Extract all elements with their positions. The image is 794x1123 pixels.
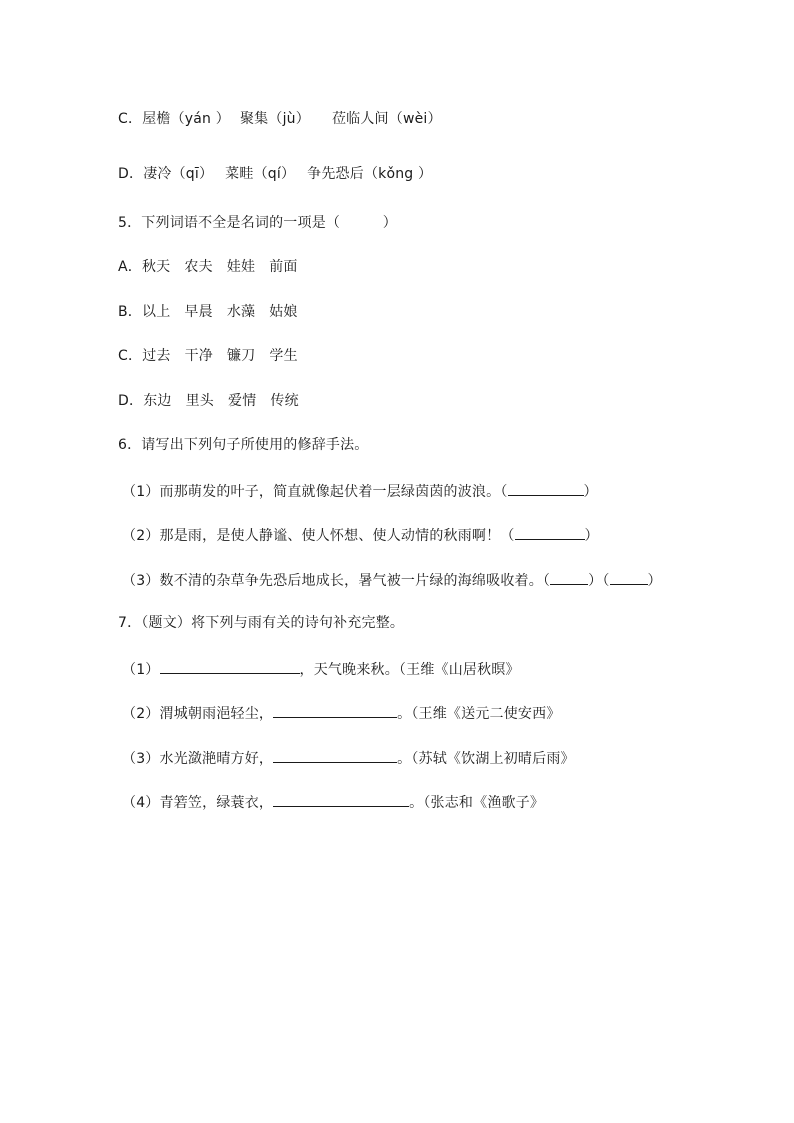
word: 前面 <box>269 259 298 275</box>
option-label: C． <box>118 111 143 127</box>
option-label: C． <box>118 348 143 364</box>
word: 秋天 <box>141 259 171 275</box>
item-end: ） <box>647 573 662 589</box>
item-number: （1） <box>122 662 160 678</box>
item-text: 那是雨，是使人静谧、使人怀想、使人动情的秋雨啊！（ <box>159 528 515 544</box>
option-item: 菜畦（qí） <box>225 166 296 182</box>
word: 里头 <box>185 393 214 409</box>
option-item: 聚集（jù） <box>239 111 310 127</box>
q7-item-4 <box>122 792 544 812</box>
q5-stem: 5．下列词语不全是名词的一项是（ ） <box>118 215 397 231</box>
item-number: （3） <box>122 751 160 767</box>
q5-option-d <box>118 392 299 410</box>
answer-blank[interactable] <box>273 703 397 718</box>
item-mid: ）（ <box>588 573 610 589</box>
word: 镰刀 <box>227 348 256 364</box>
item-after: ，天气晚来秋。（王维《山居秋暝》 <box>299 662 520 678</box>
word: 以上 <box>142 304 171 320</box>
q6-item-2 <box>122 525 599 545</box>
answer-blank[interactable] <box>610 570 648 585</box>
q5-option-b <box>118 303 298 321</box>
option-item: 凄冷（qī） <box>143 166 214 182</box>
option-label: D． <box>118 166 144 182</box>
q6-stem: 6．请写出下列句子所使用的修辞手法。 <box>118 437 369 453</box>
item-text: 而那萌发的叶子，简直就像起伏着一层绿茵茵的波浪。（ <box>159 484 508 500</box>
q6-item-1 <box>122 481 598 501</box>
item-number: （2） <box>122 706 160 722</box>
item-number: （1） <box>122 484 160 500</box>
answer-blank[interactable] <box>550 570 588 585</box>
q6-item-3 <box>122 570 662 590</box>
item-after: 。（王维《送元二使安西》 <box>397 706 561 722</box>
item-number: （2） <box>122 528 160 544</box>
item-after: 。（张志和《渔歌子》 <box>409 795 545 811</box>
item-number: （3） <box>122 573 160 589</box>
item-before: 渭城朝雨浥轻尘， <box>159 706 274 722</box>
option-item: 争先恐后（kǒng ） <box>307 166 433 182</box>
item-after: 。（苏轼《饮湖上初晴后雨》 <box>397 751 575 767</box>
word: 东边 <box>143 393 172 409</box>
answer-blank[interactable] <box>273 792 409 807</box>
item-end: ） <box>584 528 599 544</box>
word: 学生 <box>269 348 298 364</box>
q4-option-c <box>118 110 442 128</box>
word: 农夫 <box>184 259 213 275</box>
item-before: 青箬笠，绿蓑衣， <box>159 795 274 811</box>
q7-item-1 <box>122 659 520 679</box>
word: 姑娘 <box>269 304 298 320</box>
item-end: ） <box>583 484 598 500</box>
q7-item-3 <box>122 748 575 768</box>
word: 早晨 <box>184 304 213 320</box>
item-text: 数不清的杂草争先恐后地成长，暑气被一片绿的海绵吸收着。（ <box>159 573 551 589</box>
word: 爱情 <box>228 393 257 409</box>
option-label: B． <box>118 304 143 320</box>
option-label: D． <box>118 393 144 409</box>
option-label: A． <box>118 259 142 275</box>
answer-blank[interactable] <box>273 748 397 763</box>
q5-option-c <box>118 347 298 365</box>
q7-stem: 7．（题文）将下列与雨有关的诗句补充完整。 <box>118 615 405 631</box>
option-item: 莅临人间（wèi） <box>331 111 442 127</box>
word: 传统 <box>270 393 299 409</box>
q4-option-d <box>118 165 432 183</box>
q5-option-a <box>118 258 298 276</box>
item-before: 水光潋滟晴方好， <box>159 751 274 767</box>
word: 过去 <box>142 348 171 364</box>
word: 干净 <box>184 348 213 364</box>
word: 水藻 <box>226 304 256 320</box>
answer-blank[interactable] <box>508 481 584 496</box>
answer-blank[interactable] <box>515 525 585 540</box>
answer-blank[interactable] <box>160 659 300 674</box>
word: 娃娃 <box>226 259 256 275</box>
item-number: （4） <box>122 795 160 811</box>
q7-item-2 <box>122 703 561 723</box>
option-item: 屋檐（yán ） <box>142 111 230 127</box>
